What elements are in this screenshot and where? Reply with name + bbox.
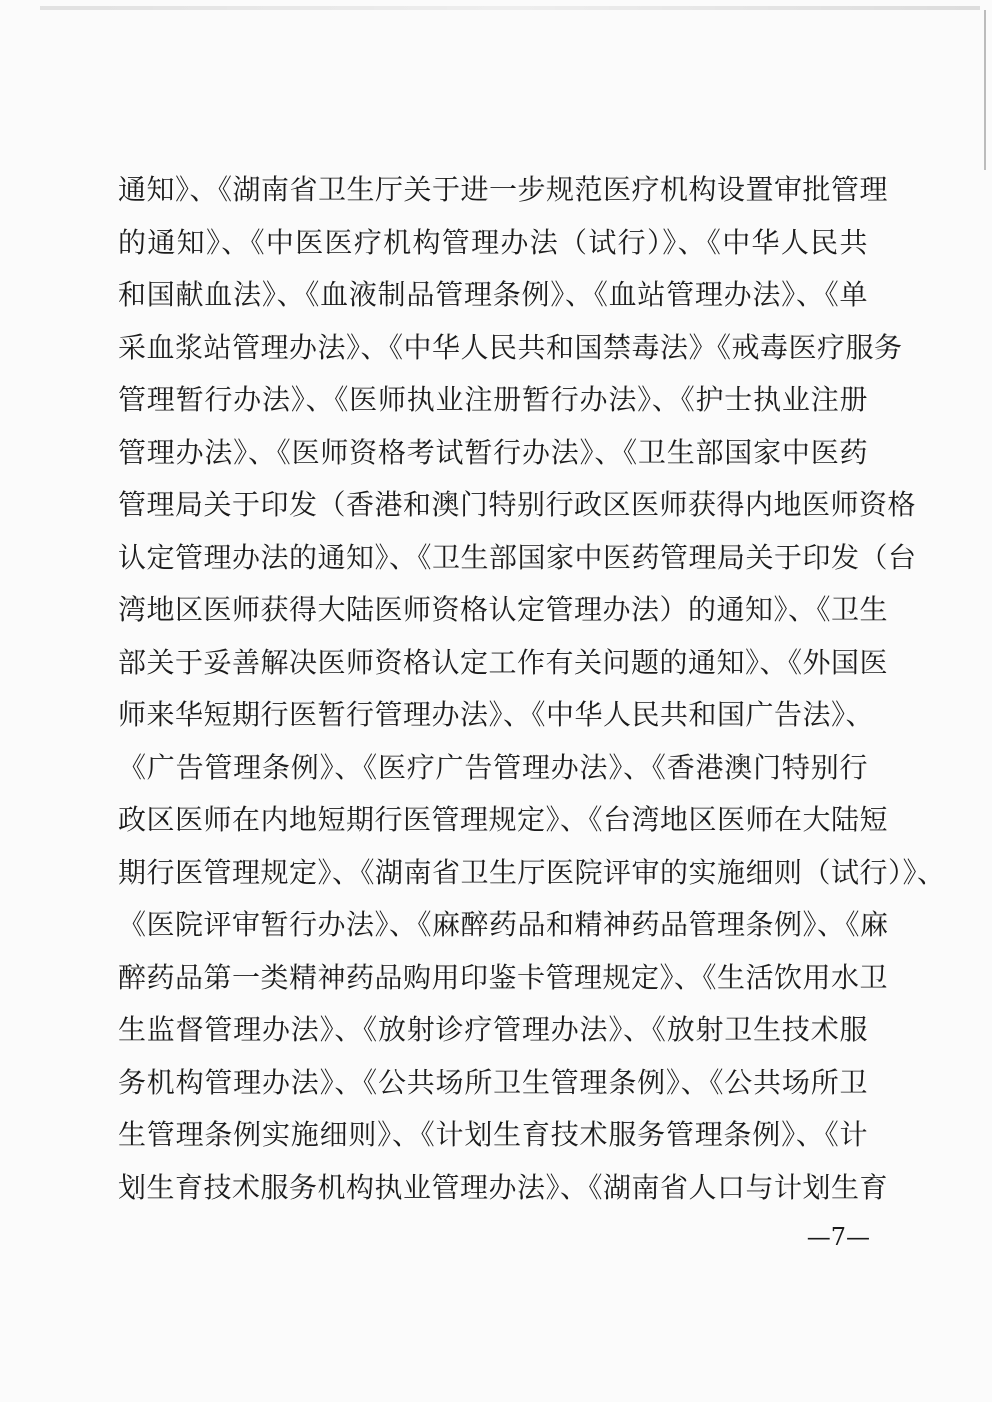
text-line: 《广告管理条例》、《医疗广告管理办法》、《香港澳门特别行 (118, 750, 868, 784)
text-line: 《医院评审暂行办法》、《麻醉药品和精神药品管理条例》、《麻 (118, 908, 889, 941)
text-line: 湾地区医师获得大陆医师资格认定管理办法）的通知》、《卫生 (118, 593, 889, 626)
text-line: 生管理条例实施细则》、《计划生育技术服务管理条例》、《计 (118, 1118, 868, 1151)
text-line: 管理暂行办法》、《医师执业注册暂行办法》、《护士执业注册 (118, 383, 868, 416)
body-text (118, 164, 946, 1214)
scan-edge-right (984, 10, 986, 170)
scan-edge-top (40, 6, 980, 10)
text-line: 管理办法》、《医师资格考试暂行办法》、《卫生部国家中医药 (118, 435, 868, 469)
text-line: 划生育技术服务机构执业管理办法》、《湖南省人口与计划生育 (118, 1170, 889, 1204)
text-line: 通知》、《湖南省卫生厅关于进一步规范医疗机构设置审批管理 (118, 173, 889, 206)
text-line: 部关于妥善解决医师资格认定工作有关问题的通知》、《外国医 (118, 645, 889, 679)
text-line: 认定管理办法的通知》、《卫生部国家中医药管理局关于印发（台 (118, 540, 917, 574)
text-line: 管理局关于印发（香港和澳门特别行政区医师获得内地医师资格 (118, 488, 917, 521)
text-line: 师来华短期行医暂行管理办法》、《中华人民共和国广告法》、 (118, 698, 875, 731)
page-number: —7— (806, 1223, 870, 1251)
text-line: 生监督管理办法》、《放射诊疗管理办法》、《放射卫生技术服 (118, 1013, 868, 1046)
text-line: 务机构管理办法》、《公共场所卫生管理条例》、《公共场所卫 (118, 1065, 868, 1099)
text-line: 和国献血法》、《血液制品管理条例》、《血站管理办法》、《单 (118, 278, 868, 311)
text-line: 醉药品第一类精神药品购用印鉴卡管理规定》、《生活饮用水卫 (118, 960, 889, 994)
text-line: 政区医师在内地短期行医管理规定》、《台湾地区医师在大陆短 (118, 803, 889, 836)
text-line: 期行医管理规定》、《湖南省卫生厅医院评审的实施细则（试行）》、 (118, 855, 946, 889)
text-line: 采血浆站管理办法》、《中华人民共和国禁毒法》《戒毒医疗服务 (118, 330, 903, 364)
text-line: 的通知》、《中医医疗机构管理办法（试行）》、《中华人民共 (118, 225, 868, 259)
